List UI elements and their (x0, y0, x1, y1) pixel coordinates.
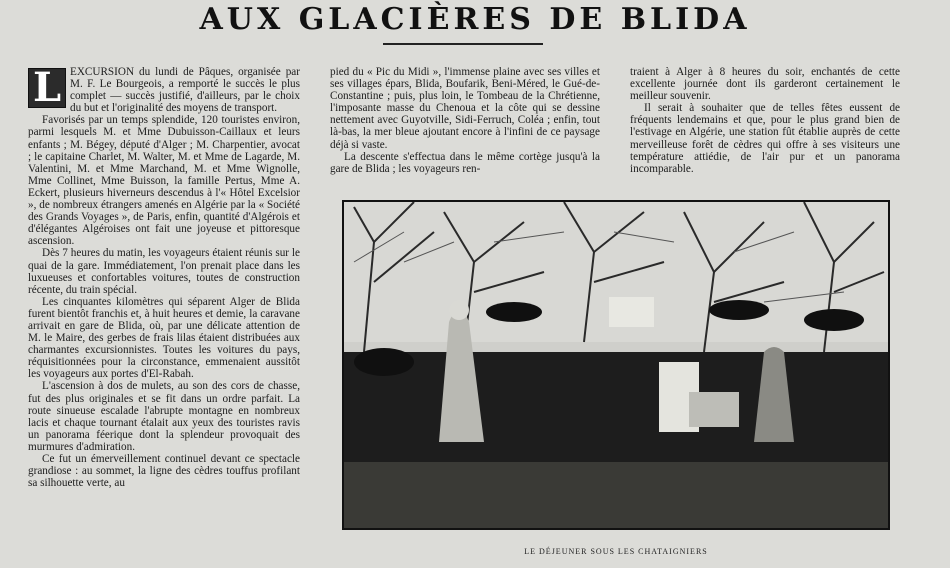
paragraph: Il serait à souhaiter que de telles fêtes eussent de fréquents lendemains et que, pour le plus grand bien de l'estivage en Algérie, une station fût établie auprès de cette merveilleuse forêt de cèdres qui offre à ses visiteurs une température attiédie, de l'air pur et un panorama incomparable. (630, 102, 900, 175)
paragraph: Ce fut un émerveillement continuel devant ce spectacle grandiose : au sommet, la ligne des cèdres touffus profilant sa silhouette verte, au (28, 453, 300, 490)
paragraph: Favorisés par un temps splendide, 120 touristes environ, parmi lesquels M. et Mme Dubuisson-Caillaux et leurs enfants ; M. Bégey, député d'Alger ; M. Charpentier, avocat ; le capitaine Charlet, M. Walter, M. et Mme de Lagarde, M. Valentini, M. et Mme Marchand, M. et Mme Wignolle, Mme Collinet, Mme Buisson, la famille Pertus, Mme A. Eckert, plusieurs hiverneurs descendus à l'« Hôtel Excelsior », de nombreux étrangers amenés en Algérie par la « Société des Grands Voyages », de Paris, enfin, quantité d'Algérois et d'élégantes Algéroises ont fait une joyeuse et pittoresque ascension. (28, 114, 300, 248)
photo-caption: LE DÉJEUNER SOUS LES CHATAIGNIERS (524, 547, 708, 556)
paragraph: traient à Alger à 8 heures du soir, enchantés de cette excellente journée dont ils garderont certainement le meilleur souvenir. (630, 66, 900, 103)
column-1 (28, 66, 300, 558)
column-2 (330, 66, 600, 175)
photograph-lunch-under-chestnut-trees (342, 200, 890, 530)
paragraph: La descente s'effectua dans le même cortège jusqu'à la gare de Blida ; les voyageurs ren- (330, 150, 600, 175)
paragraph: Dès 7 heures du matin, les voyageurs étaient réunis sur le quai de la gare. Immédiatement, l'on prenait place dans les luxueuses et confortables voitures, toutes de construction récente, du train spécial. (28, 247, 300, 296)
paragraph: EXCURSION du lundi de Pâques, organisée par M. F. Le Bourgeois, a remporté le succès le plus complet — succès justifié, d'ailleurs, par le choix du but et l'originalité des moyens de transport. (70, 66, 300, 115)
page-title: AUX GLACIÈRES DE BLIDA (199, 2, 751, 37)
paragraph: Les cinquantes kilomètres qui séparent Alger de Blida furent bientôt franchis et, à huit heures et demie, la caravane arrivait en gare de Blida, où, par une délicate attention de M. le Maire, des gerbes de frais lilas étaient distribuées aux charmantes excursionnistes. Toutes les voitures du pays, réquisitionnées pour la circonstance, emmenaient aussitôt les voyageurs aux portes d'El-Rabah. (28, 295, 300, 381)
paragraph: pied du « Pic du Midi », l'immense plaine avec ses villes et ses villages épars, Blida, Boufarik, Beni-Méred, le Gué-de-Constantine ; puis, plus loin, le Tombeau de la Chrétienne, l'imposante masse du Chenoua et la côte qui se dessine nettement avec Guyotville, Sidi-Ferruch, Coléa ; enfin, tout là-bas, la mer bleue ajoutant encore à l'infini de ce paysage déjà si vaste. (330, 66, 600, 151)
column-3 (630, 66, 900, 175)
paragraph: L'ascension à dos de mulets, au son des cors de chasse, fut des plus originales et se fit dans un ordre parfait. La route sinueuse escalade l'abrupte montagne en nombreux lacis et chaque tournant étalait aux yeux des touristes ravis un panorama féerique dont la splendeur provoquait des murmures d'admiration. (28, 380, 300, 453)
drop-cap: L (28, 68, 66, 108)
title-rule (383, 43, 543, 45)
